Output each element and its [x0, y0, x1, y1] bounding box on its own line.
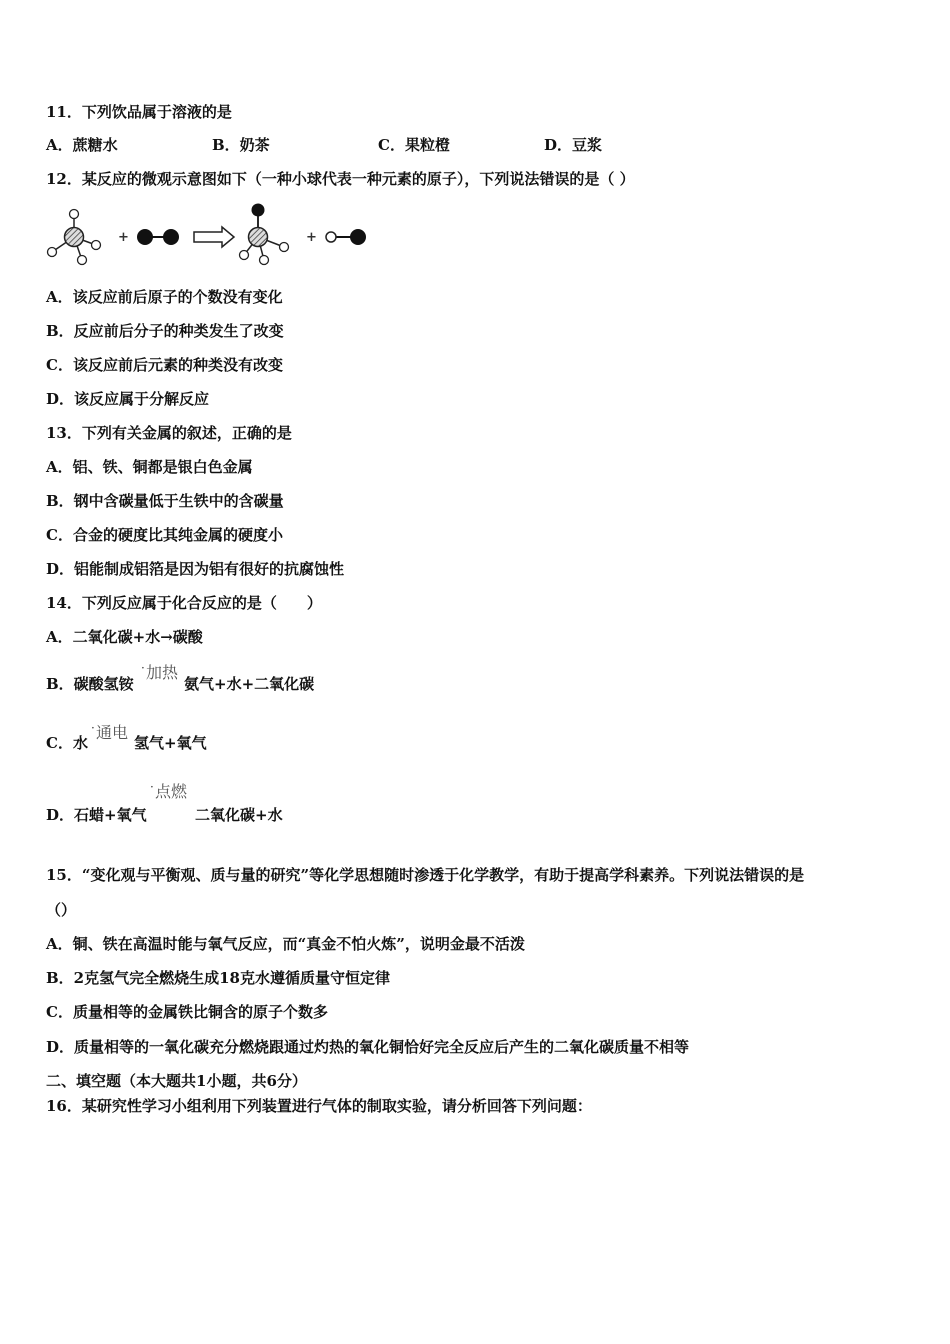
q14-option-d-left: D．石蜡+氧气 [46, 806, 147, 824]
q11-option-c: C．果粒橙 [378, 136, 450, 154]
q14-option-a: A．二氧化碳+水→碳酸 [46, 628, 203, 646]
plus-sign: + [118, 230, 129, 245]
q13-option-c: C．合金的硬度比其纯金属的硬度小 [46, 526, 283, 544]
product-molecule-1 [240, 204, 289, 265]
q11-stem: 11．下列饮品属于溶液的是 [46, 103, 232, 121]
section-title: 二、填空题（本大题共1小题，共6分） [46, 1072, 307, 1090]
q12-stem: 12．某反应的微观示意图如下（一种小球代表一种元素的原子），下列说法错误的是（ ） [46, 170, 635, 188]
reaction-diagram [44, 200, 384, 270]
q12-option-b: B．反应前后分子的种类发生了改变 [46, 322, 284, 340]
q15-option-a: A．铜、铁在高温时能与氧气反应，而“真金不怕火炼”，说明金最不活泼 [46, 935, 525, 953]
q16-stem: 16．某研究性学习小组利用下列装置进行气体的制取实验，请分析回答下列问题： [46, 1097, 592, 1115]
q15-stem-continued: （） [46, 901, 77, 919]
q12-option-a: A．该反应前后原子的个数没有变化 [46, 288, 283, 306]
q15-option-c: C．质量相等的金属铁比铜含的原子个数多 [46, 1003, 328, 1021]
q14-option-c-left: C．水 [46, 734, 88, 752]
condition-dot: · [91, 721, 95, 735]
q15-stem: 15．“变化观与平衡观、质与量的研究”等化学思想随时渗透于化学教学，有助于提高学科素养。下列说法错误的是 [46, 866, 805, 884]
q13-stem: 13．下列有关金属的叙述，正确的是 [46, 424, 292, 442]
reactant-molecule-1 [48, 210, 101, 265]
q12-option-c: C．该反应前后元素的种类没有改变 [46, 356, 283, 374]
q13-option-d: D．铝能制成铝箔是因为铝有很好的抗腐蚀性 [46, 560, 345, 578]
q13-option-a: A．铝、铁、铜都是银白色金属 [46, 458, 253, 476]
plus-sign: + [306, 230, 317, 245]
q14-option-b-condition: 加热 [146, 663, 179, 682]
q11-option-a: A．蔗糖水 [46, 136, 118, 154]
q14-option-c-condition: 通电 [96, 723, 129, 742]
q15-option-d: D．质量相等的一氧化碳充分燃烧跟通过灼热的氧化铜恰好完全反应后产生的二氧化碳质量不相等 [46, 1038, 690, 1056]
q14-option-c-right: 氢气+氧气 [134, 734, 207, 752]
q13-option-b: B．钢中含碳量低于生铁中的含碳量 [46, 492, 284, 510]
q14-option-d-condition: 点燃 [155, 782, 188, 801]
product-molecule-2 [326, 229, 366, 245]
condition-dot: · [141, 661, 145, 675]
q14-option-b-left: B．碳酸氢铵 [46, 675, 134, 693]
q11-option-d: D．豆浆 [544, 136, 603, 154]
q12-option-d: D．该反应属于分解反应 [46, 390, 210, 408]
q11-option-b: B．奶茶 [212, 136, 270, 154]
reactant-molecule-2 [137, 229, 179, 245]
reaction-arrow [194, 227, 234, 247]
q14-option-b-right: 氨气+水+二氧化碳 [184, 675, 315, 693]
q15-option-b: B．2克氢气完全燃烧生成18克水遵循质量守恒定律 [46, 969, 390, 987]
condition-dot: · [150, 780, 154, 794]
q14-option-d-right: 二氧化碳+水 [195, 806, 283, 824]
q14-stem: 14．下列反应属于化合反应的是（ ） [46, 594, 322, 612]
